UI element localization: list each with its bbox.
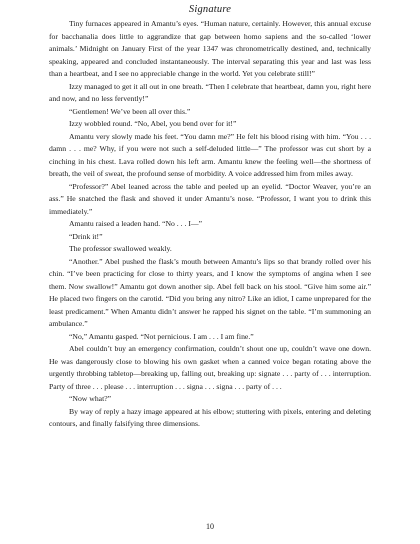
body-text	[49, 18, 371, 431]
paragraph: Amantu very slowly made his feet. “You damn me?” He felt his blood rising with him. “You . . . damn . . . me? Why, if you were not such a self-deluded little—” The professor was cut short by a cinching in his chest. Lava rolled down his left arm. Amantu knew the feeling well—the shortness of breath, the veil of sweat, the profound sense of morbidity. A voice addressed him from miles away.	[49, 131, 371, 178]
paragraph: Izzy managed to get it all out in one breath. “Then I celebrate that heartbeat, damn you, right here and now, and no less fervently!”	[49, 81, 371, 103]
paragraph: Amantu raised a leaden hand. “No . . . I—”	[69, 219, 202, 228]
paragraph: By way of reply a hazy image appeared at his elbow; stuttering with pixels, entering and deleting contours, and finally falsifying three dimensions.	[49, 406, 371, 428]
paragraph: “No,” Amantu gasped. “Not pernicious. I am . . . I am fine.”	[69, 331, 254, 341]
paragraph: “Now what?”	[69, 394, 112, 403]
paragraph: Abel couldn’t buy an emergency confirmation, couldn’t shout one up, couldn’t wave one down. He was dangerously close to blowing his own gasket when a canned voice began rotating above the urgently throbbing tabletop—breaking up, falling out, breaking up: signate . . . party of . . . interruption. Party of three . . . please . . . interruption . . . signa . . . signa . . . party of . . .	[49, 344, 371, 391]
paragraph: Izzy wobbled round. “No, Abel, you bend over for it!”	[69, 119, 237, 128]
paragraph: The professor swallowed weakly.	[69, 244, 172, 253]
paragraph: Tiny furnaces appeared in Amantu’s eyes. “Human nature, certainly. However, this annual excuse for bacchanalia does little to aggrandize that gap between homo sapiens and the so-called ‘lower animals.’ Midnight on January First of the year 1347 was chronometrically destined, and, technically speaking, appeared and concluded instantaneously. The interval separating this year and last was less than a heartbeat, and I see no appreciable change in the world. Yet you celebrate still!”	[49, 19, 371, 78]
page-number: 10	[206, 522, 214, 531]
running-head: Signature	[188, 4, 232, 15]
paragraph: “Drink it!”	[69, 231, 103, 241]
paragraph: “Professor?” Abel leaned across the table and peeled up an eyelid. “Doctor Weaver, you’re an ass.” He snatched the flask and shoved it under Amantu’s nose. “Professor, I want you to drink this immediately.”	[49, 181, 371, 216]
paragraph: “Gentlemen! We’ve been all over this.”	[69, 106, 191, 116]
paragraph: “Another.” Abel pushed the flask’s mouth between Amantu’s lips so that brandy rolled over his chin. “I’ve been practicing for close to thirty years, and I know the symptoms of angina when I see them. Now swallow!” Amantu got down another sip. Abel fell back on his stool. “Give him some air.” He placed two fingers on the carotid. “Did you bring any nitro? Like an idiot, I came unprepared for the least predicament.” When Amantu didn’t answer he rapped his signet on the table. “I’m summoning an ambulance.”	[49, 256, 371, 328]
